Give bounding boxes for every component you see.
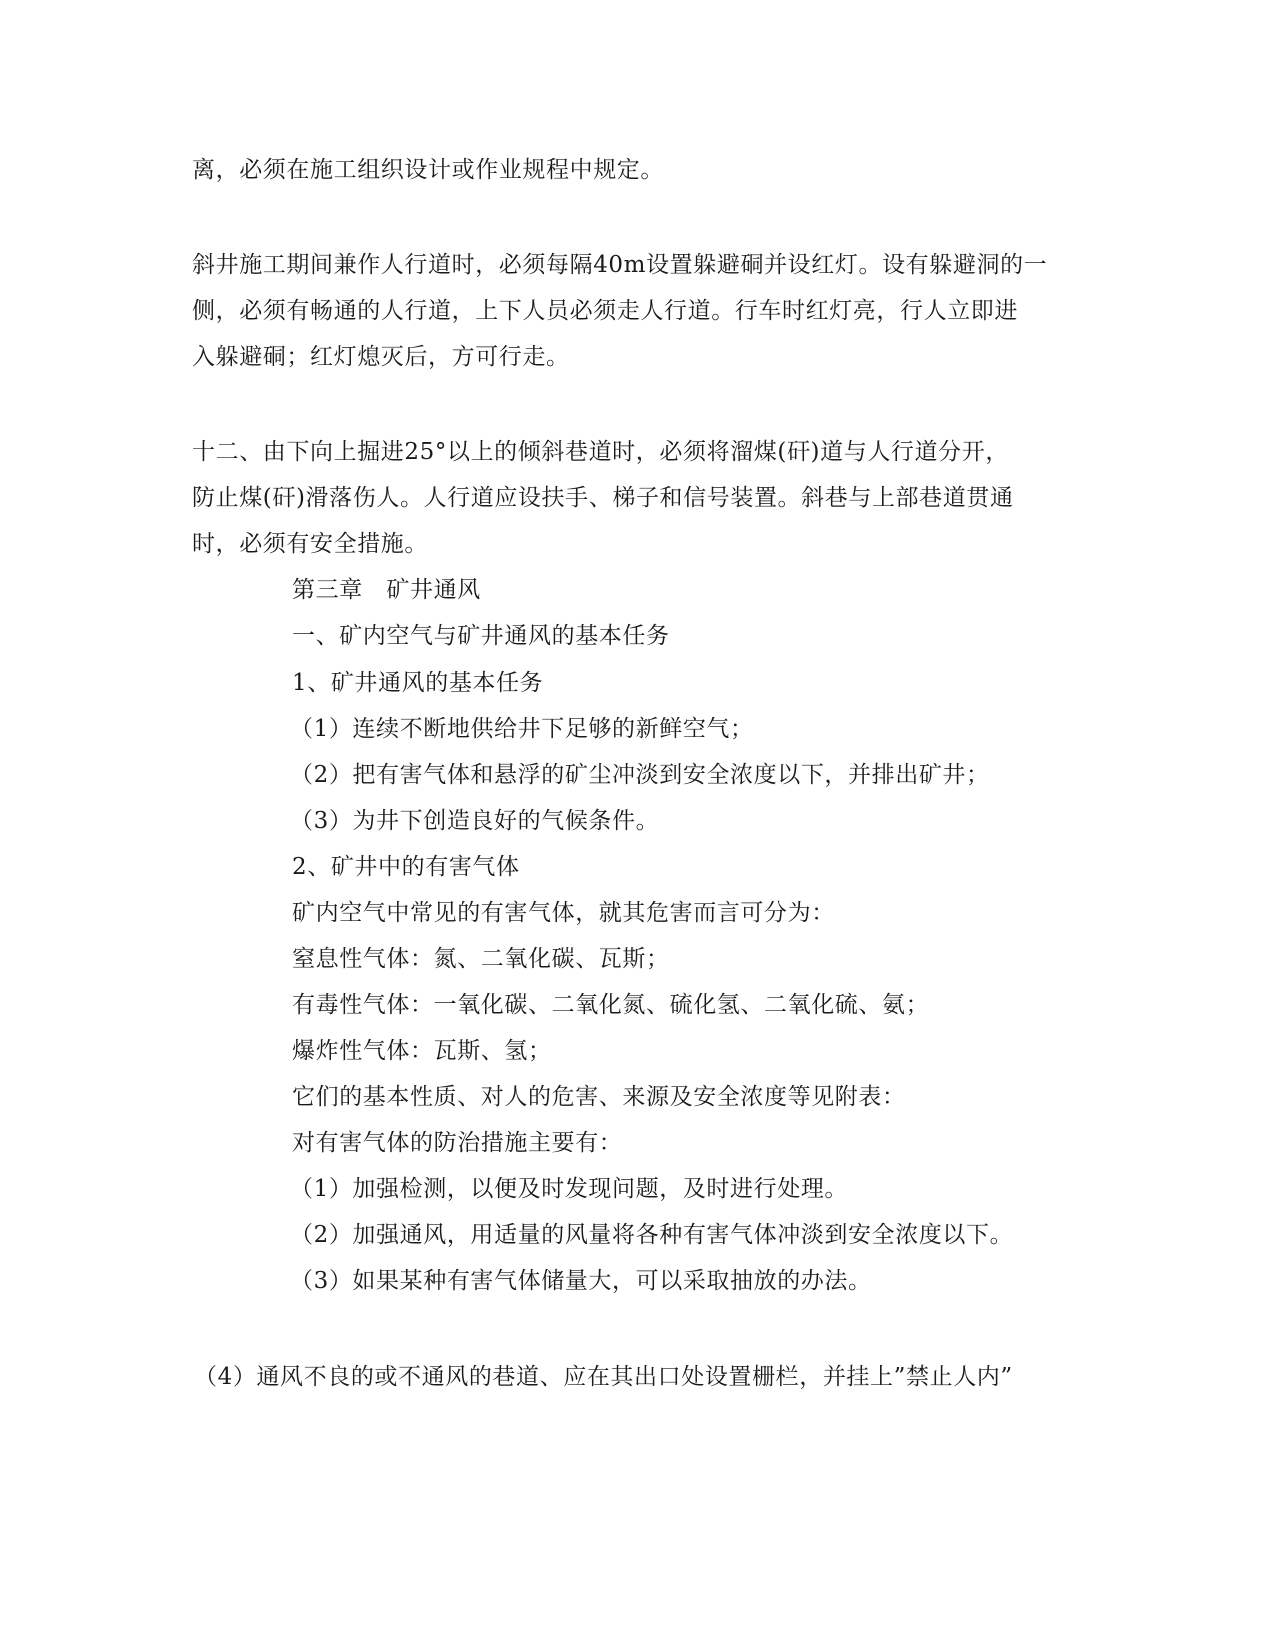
paragraph-line: 入躲避硐；红灯熄灭后，方可行走。 <box>192 344 570 370</box>
subsection-heading: 2、矿井中的有害气体 <box>292 854 520 880</box>
paragraph-line: 斜井施工期间兼作人行道时，必须每隔40m设置躲避硐并设红灯。设有躲避洞的一 <box>192 252 1048 278</box>
list-item: （3）如果某种有害气体储量大，可以采取抽放的办法。 <box>290 1268 872 1294</box>
paragraph-line: 防止煤(矸)滑落伤人。人行道应设扶手、梯子和信号装置。斜巷与上部巷道贯通 <box>192 485 1014 511</box>
section-heading: 一、矿内空气与矿井通风的基本任务 <box>292 623 670 649</box>
list-item: （2）加强通风，用适量的风量将各种有害气体冲淡到安全浓度以下。 <box>290 1222 1014 1248</box>
paragraph-line: 对有害气体的防治措施主要有： <box>292 1130 623 1156</box>
list-item: （4）通风不良的或不通风的巷道、应在其出口处设置栅栏，并挂上”禁止人内” <box>194 1364 1013 1390</box>
paragraph-line: 时，必须有安全措施。 <box>192 531 428 557</box>
paragraph-line: 它们的基本性质、对人的危害、来源及安全浓度等见附表： <box>292 1084 906 1110</box>
list-item: 窒息性气体：氮、二氧化碳、瓦斯； <box>292 946 670 972</box>
paragraph-line: 矿内空气中常见的有害气体，就其危害而言可分为： <box>292 900 835 926</box>
paragraph-line: 侧，必须有畅通的人行道，上下人员必须走人行道。行车时红灯亮，行人立即进 <box>192 298 1018 324</box>
chapter-title: 第三章 矿井通风 <box>292 577 481 603</box>
list-item: 有毒性气体：一氧化碳、二氧化氮、硫化氢、二氧化硫、氨； <box>292 992 930 1018</box>
list-item: 爆炸性气体：瓦斯、氢； <box>292 1038 552 1064</box>
list-item: （2）把有害气体和悬浮的矿尘冲淡到安全浓度以下，并排出矿井； <box>290 762 990 788</box>
paragraph-line: 十二、由下向上掘进25°以上的倾斜巷道时，必须将溜煤(矸)道与人行道分开， <box>192 439 1009 465</box>
paragraph-line: 离，必须在施工组织设计或作业规程中规定。 <box>192 157 664 183</box>
list-item: （1）连续不断地供给井下足够的新鲜空气； <box>290 716 754 742</box>
subsection-heading: 1、矿井通风的基本任务 <box>292 670 544 696</box>
list-item: （3）为井下创造良好的气候条件。 <box>290 808 660 834</box>
list-item: （1）加强检测，以便及时发现问题，及时进行处理。 <box>290 1176 849 1202</box>
